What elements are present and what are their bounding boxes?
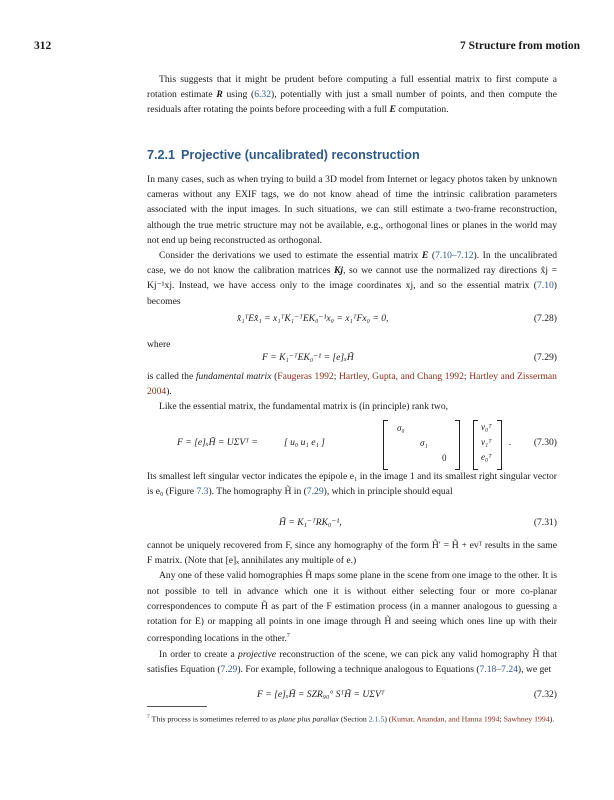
cite-kumar[interactable]: Kumar, Anandan, and Hanna 1994: [391, 714, 500, 724]
body-text-block-4: [147, 538, 557, 677]
section-title: Projective (uncalibrated) reconstruction: [181, 148, 420, 162]
eq-number: (7.31): [533, 517, 557, 528]
ref-7-10[interactable]: 7.10: [537, 280, 554, 292]
where-label: where: [147, 339, 171, 350]
equation-7-28: x̂₁ᵀEx̂₁ = x₁ᵀK₁⁻ᵀEK₀⁻¹x₀ = x₁ᵀFx₀ = 0, (7.28): [237, 313, 557, 324]
paragraph-4: Like the essential matrix, the fundamental matrix is (in principle) rank two,: [159, 401, 449, 413]
eq-number: (7.28): [533, 313, 557, 324]
paragraph-6: cannot be uniquely recovered from F, since any homography of the form H̃′ = H̃ + evᵀ results in the same F matrix. (Note that [e]ₓ annihilates any multiple of e.): [147, 540, 557, 567]
paragraph-1: In many cases, such as when trying to build a 3D model from Internet or legacy photos taken by unknown cameras without any EXIF tags, we do not know ahead of time the intrinsic calibration parameters associated with the input images. In such situations, we can still estimate a two-frame reconstruction, although the true metric structure may not be available, e.g., orthogonal lines or planes in the world may not end up being reconstructed as orthogonal.: [147, 174, 557, 246]
paragraph-3: is called the fundamental matrix (Faugeras 1992; Hartley, Gupta, and Chang 1992; Hartley and Zisserman 2004).: [147, 371, 557, 398]
ref-7-10-7-12[interactable]: 7.10–7.12: [435, 250, 474, 262]
cite-faugeras[interactable]: Faugeras 1992: [277, 371, 334, 382]
ref-7-29b[interactable]: 7.29: [220, 663, 238, 675]
body-text-block-2: [147, 369, 557, 415]
eq-number: (7.30): [533, 437, 557, 448]
paragraph-2: Consider the derivations we used to estimate the essential matrix E (7.10–7.12). In the uncalibrated case, we do not know the calibration matrices Kj, so we cannot use the normalized ray directions x̂j = Kj⁻¹xj. Instead, we have access only to the image coordinates xj, and so the essential matrix (7.10) becomes: [147, 250, 557, 307]
equation-7-29: F = K₁⁻ᵀEK₀⁻¹ = [e]ₓH̃ (7.29): [262, 352, 557, 363]
cite-sawhney[interactable]: Sawhney 1994: [503, 714, 550, 724]
equation-7-32: F = [e]ₓH̃ = SZR₉₀° SᵀH̃ = UΣVᵀ (7.32): [257, 689, 557, 700]
paragraph-7: Any one of these valid homographies H̃ maps some plane in the scene from one image to the other. It is not possible to tell in advance which one it is without either selecting four or more co-planar correspondences to compute H̃ as part of the F estimation process (in a manner analogous to guessing a rotation for E) or mapping all points in one image through H̃ and seeing which ones line up with their corresponding locations in the other.$^7$: [147, 570, 557, 645]
body-text-block-1: [147, 172, 557, 309]
section-heading: [147, 148, 420, 162]
paragraph-5: Its smallest left singular vector indicates the epipole e₁ in the image 1 and its smallest right singular vector is e₀ (Figure 7.3). The homography H̃ in (7.29), which in principle should equal: [147, 471, 557, 498]
ref-2-1-5[interactable]: 2.1.5: [368, 714, 385, 724]
intro-paragraph: This suggests that it might be prudent before computing a full essential matrix to first compute a rotation estimate R using (6.32), potentially with just a small number of points, and then compute the residuals after rotating the points before proceeding with a full E computation.: [147, 74, 557, 116]
fig-7-3[interactable]: 7.3: [196, 486, 209, 498]
eq-number: (7.29): [533, 352, 557, 363]
cite-hartley-gupta-chang[interactable]: Hartley, Gupta, and Chang 1992: [339, 371, 464, 382]
running-title: 7 Structure from motion: [460, 40, 580, 52]
footnote-rule: [147, 706, 207, 707]
page-number: 312: [34, 40, 52, 52]
ref-7-29[interactable]: 7.29: [306, 486, 324, 498]
equation-7-30: F = [e]ₓH̃ = UΣVᵀ = [ u₀ u₁ e₁ ] σ₀ σ₁ 0 v₀ᵀ v₁ᵀ e₀ᵀ . (7.30): [147, 420, 557, 470]
ref-7-18-7-24[interactable]: 7.18–7.24: [479, 663, 518, 675]
paragraph-8: In order to create a projective reconstruction of the scene, we can pick any valid homography H̃ that satisfies Equation (7.29). For example, following a technique analogous to Equations (7.18–7.24), we get: [147, 648, 558, 675]
cite-hartley-zisserman[interactable]: Hartley and Zisserman 2004: [147, 371, 557, 398]
footnote: $^7$ This process is sometimes referred to as plane plus parallax (Section 2.1.5) (Kumar, Anandan, and Hanna 1994; Sawhney 1994).: [147, 714, 555, 724]
eq-number: (7.32): [533, 689, 557, 700]
body-text-block-3: [147, 469, 557, 499]
equation-7-31: H̃ = K₁⁻ᵀRK₀⁻¹, (7.31): [279, 517, 557, 528]
ref-6-32[interactable]: 6.32: [254, 89, 272, 101]
section-number: 7.2.1: [147, 148, 176, 162]
